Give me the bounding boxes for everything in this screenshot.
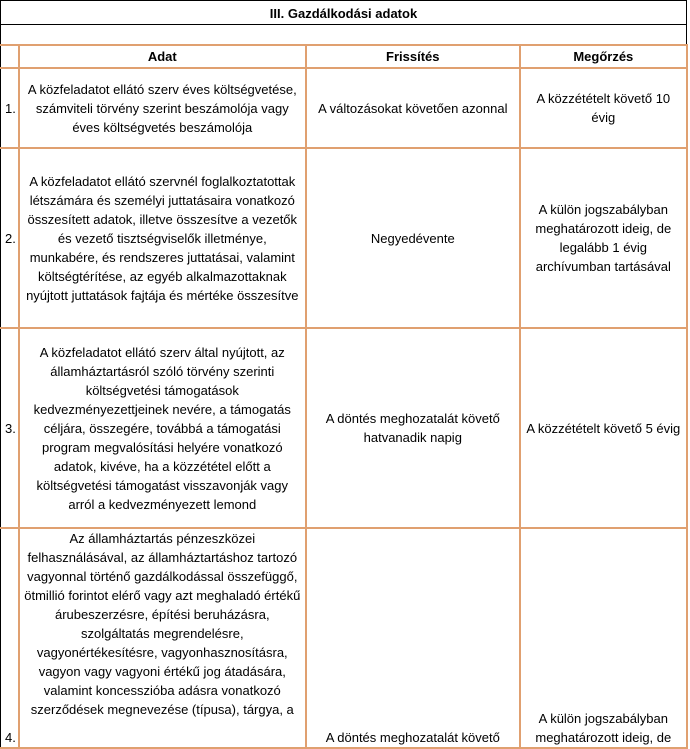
table-row <box>1 528 688 748</box>
right-border <box>686 25 687 44</box>
header-adat: Adat <box>19 45 306 68</box>
cell-adat: A közfeladatot ellátó szerv által nyújtott, az államháztartásról szóló törvény szerinti költségvetési támogatások kedvezményezettjeinek nevére, a támogatás céljára, összegére, továbbá a támogatási program megvalósítási helyére vonatkozó adatok, kivéve, ha a közzététel előtt a költségvetési támogatást visszavonják vagy arról a kedvezményezett lemond <box>19 328 306 528</box>
cell-megorzes: A közzétételt követő 5 évig <box>520 328 687 528</box>
row-number: 4. <box>1 528 19 748</box>
row-number: 2. <box>1 148 19 328</box>
cell-adat: A közfeladatot ellátó szerv éves költségvetése, számviteli törvény szerint beszámolója vagy éves költségvetés beszámolója <box>19 68 306 148</box>
cell-adat: Az államháztartás pénzeszközei felhasználásával, az államháztartáshoz tartozó vagyonnal történő gazdálkodással összefüggő, ötmillió forintot elérő vagy azt meghaladó értékű árubeszerzésre, építési beruházásra, szolgáltatás megrendelésre, vagyonértékesítésre, vagyonhasznosításra, vagyon vagy vagyoni értékű jog átadására, valamint koncesszióba adásra vonatkozó szerződések megnevezése (típusa), tárgya, a <box>19 528 306 748</box>
row-number: 1. <box>1 68 19 148</box>
cell-frissites: Negyedévente <box>306 148 520 328</box>
table-header-row <box>1 45 688 68</box>
table-row <box>1 68 688 148</box>
cell-frissites: A változásokat követően azonnal <box>306 68 520 148</box>
header-megorzes: Megőrzés <box>520 45 687 68</box>
row-number: 3. <box>1 328 19 528</box>
cell-megorzes: A külön jogszabályban meghatározott ideig, de legalább 1 évig archívumban tartásával <box>520 148 687 328</box>
cell-adat: A közfeladatot ellátó szervnél foglalkoztatottak létszámára és személyi juttatásaira vonatkozó összesített adatok, illetve összesítve a vezetők és vezető tisztségviselők illetménye, munkabére, és rendszeres juttatásai, valamint költségtérítése, az egyéb alkalmazottaknak nyújtott juttatások fajtája és mértéke összesítve <box>19 148 306 328</box>
cell-megorzes: A közzétételt követő 10 évig <box>520 68 687 148</box>
data-table <box>0 44 688 749</box>
table-row <box>1 328 688 528</box>
header-frissites: Frissítés <box>306 45 520 68</box>
table-row <box>1 148 688 328</box>
left-border <box>0 25 1 44</box>
cell-frissites: A döntés meghozatalát követő hatvanadik napig <box>306 328 520 528</box>
cell-frissites: A döntés meghozatalát követő <box>306 528 520 748</box>
cell-megorzes: A külön jogszabályban meghatározott ideig, de <box>520 528 687 748</box>
header-num <box>1 45 19 68</box>
section-title: III. Gazdálkodási adatok <box>0 0 687 25</box>
